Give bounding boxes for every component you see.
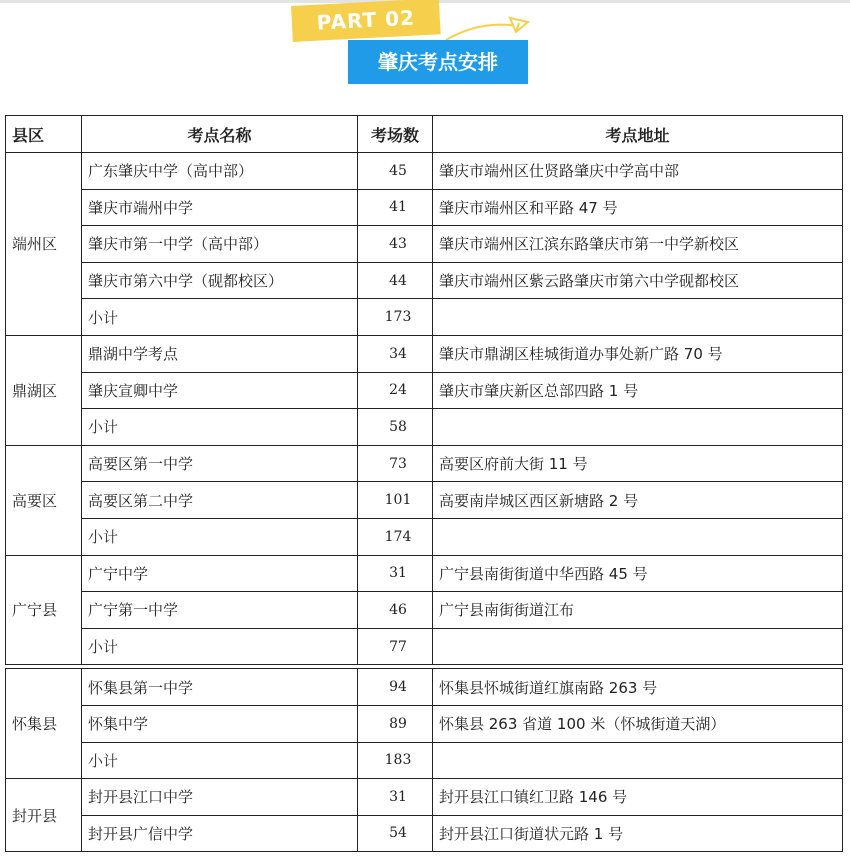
subtotal-row — [6, 409, 843, 446]
header-county: 县区 — [6, 116, 82, 153]
room-count: 94 — [358, 669, 433, 706]
subtotal-label: 小计 — [82, 409, 358, 446]
subtotal-label: 小计 — [82, 628, 358, 665]
table-row — [6, 262, 843, 299]
part-label: PART 02 — [291, 0, 441, 42]
site-name: 封开县江口中学 — [82, 779, 358, 816]
table-row — [6, 372, 843, 409]
site-address: 肇庆市端州区和平路 47 号 — [433, 189, 843, 226]
subtotal-address — [433, 409, 843, 446]
table-row — [6, 592, 843, 629]
subtotal-label: 小计 — [82, 299, 358, 336]
county-cell: 鼎湖区 — [6, 335, 82, 445]
subtotal-row — [6, 742, 843, 779]
county-cell: 怀集县 — [6, 669, 82, 779]
table-row — [6, 815, 843, 852]
table-row — [6, 482, 843, 519]
subtotal-count: 173 — [358, 299, 433, 336]
room-count: 44 — [358, 262, 433, 299]
header-room-count: 考场数 — [358, 116, 433, 153]
county-cell: 端州区 — [6, 153, 82, 336]
county-cell: 高要区 — [6, 445, 82, 555]
site-address: 封开县江口镇红卫路 146 号 — [433, 779, 843, 816]
room-count: 54 — [358, 815, 433, 852]
subtotal-row — [6, 299, 843, 336]
room-count: 101 — [358, 482, 433, 519]
table-row — [6, 335, 843, 372]
subtotal-row — [6, 628, 843, 665]
site-name: 封开县广信中学 — [82, 815, 358, 852]
county-cell: 广宁县 — [6, 555, 82, 665]
room-count: 41 — [358, 189, 433, 226]
site-name: 肇庆市第一中学（高中部） — [82, 226, 358, 263]
table-row — [6, 705, 843, 742]
subtotal-row — [6, 518, 843, 555]
site-name: 鼎湖中学考点 — [82, 335, 358, 372]
table-row — [6, 226, 843, 263]
subtotal-count: 58 — [358, 409, 433, 446]
room-count: 24 — [358, 372, 433, 409]
site-address: 肇庆市肇庆新区总部四路 1 号 — [433, 372, 843, 409]
subtotal-count: 77 — [358, 628, 433, 665]
site-address: 怀集县怀城街道红旗南路 263 号 — [433, 669, 843, 706]
table-row — [6, 555, 843, 592]
site-address: 高要南岸城区西区新塘路 2 号 — [433, 482, 843, 519]
room-count: 89 — [358, 705, 433, 742]
header-address: 考点地址 — [433, 116, 843, 153]
site-name: 肇庆宣卿中学 — [82, 372, 358, 409]
subtotal-address — [433, 628, 843, 665]
room-count: 43 — [358, 226, 433, 263]
site-address: 怀集县 263 省道 100 米（怀城街道天湖） — [433, 705, 843, 742]
site-address: 封开县江口街道状元路 1 号 — [433, 815, 843, 852]
site-name: 高要区第一中学 — [82, 445, 358, 482]
section-banner — [0, 0, 850, 100]
site-name: 怀集中学 — [82, 705, 358, 742]
section-title: 肇庆考点安排 — [348, 40, 528, 84]
site-name: 肇庆市第六中学（砚都校区） — [82, 262, 358, 299]
site-name: 广宁中学 — [82, 555, 358, 592]
subtotal-address — [433, 518, 843, 555]
room-count: 46 — [358, 592, 433, 629]
subtotal-count: 183 — [358, 742, 433, 779]
site-address: 肇庆市端州区仕贤路肇庆中学高中部 — [433, 153, 843, 190]
site-name: 高要区第二中学 — [82, 482, 358, 519]
site-address: 肇庆市端州区紫云路肇庆市第六中学砚都校区 — [433, 262, 843, 299]
table-row — [6, 669, 843, 706]
site-name: 广宁第一中学 — [82, 592, 358, 629]
subtotal-label: 小计 — [82, 742, 358, 779]
site-name: 肇庆市端州中学 — [82, 189, 358, 226]
subtotal-address — [433, 299, 843, 336]
room-count: 31 — [358, 555, 433, 592]
room-count: 31 — [358, 779, 433, 816]
site-address: 肇庆市鼎湖区桂城街道办事处新广路 70 号 — [433, 335, 843, 372]
site-address: 广宁县南街街道江布 — [433, 592, 843, 629]
room-count: 73 — [358, 445, 433, 482]
room-count: 45 — [358, 153, 433, 190]
subtotal-label: 小计 — [82, 518, 358, 555]
site-name: 怀集县第一中学 — [82, 669, 358, 706]
table-header-row — [6, 116, 843, 153]
table-row — [6, 153, 843, 190]
site-address: 高要区府前大街 11 号 — [433, 445, 843, 482]
subtotal-address — [433, 742, 843, 779]
table-row — [6, 445, 843, 482]
site-address: 肇庆市端州区江滨东路肇庆市第一中学新校区 — [433, 226, 843, 263]
header-site-name: 考点名称 — [82, 116, 358, 153]
exam-sites-table — [5, 115, 843, 852]
county-cell: 封开县 — [6, 779, 82, 852]
site-name: 广东肇庆中学（高中部） — [82, 153, 358, 190]
table-row — [6, 779, 843, 816]
site-address: 广宁县南街街道中华西路 45 号 — [433, 555, 843, 592]
subtotal-count: 174 — [358, 518, 433, 555]
room-count: 34 — [358, 335, 433, 372]
table-row — [6, 189, 843, 226]
